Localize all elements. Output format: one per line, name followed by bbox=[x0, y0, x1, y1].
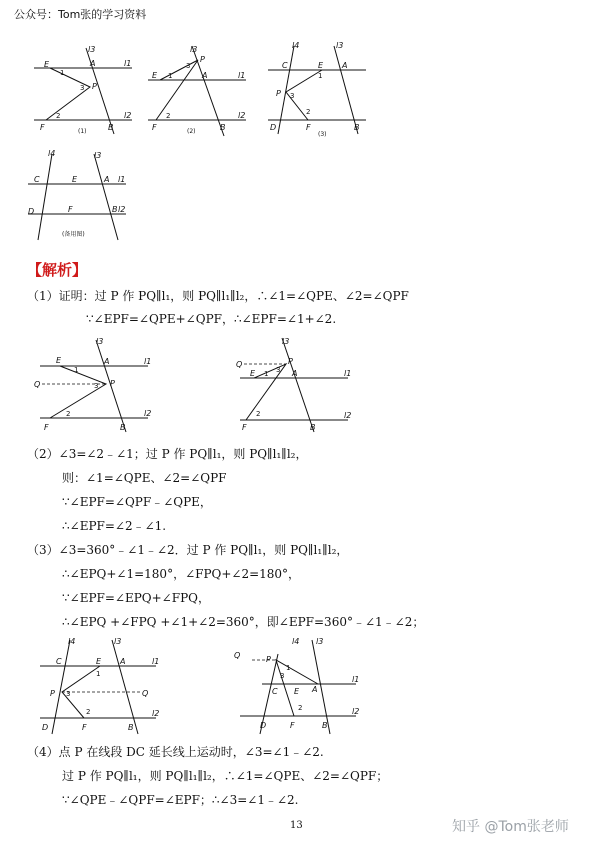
svg-text:3: 3 bbox=[66, 690, 71, 698]
svg-text:Q: Q bbox=[34, 380, 41, 389]
solution-line: ∵∠QPE﹣∠QPF=∠EPF；∴∠3=∠1﹣∠2. bbox=[62, 793, 299, 807]
solution-line: 过 P 作 PQ∥l₁，则 PQ∥l₁∥l₂，∴∠1=∠QPE、∠2=∠QPF； bbox=[62, 769, 389, 783]
solution-line: 则：∠1=∠QPE、∠2=∠QPF bbox=[62, 471, 227, 485]
solution-line: （4）点 P 在线段 DC 延长线上运动时，∠3=∠1﹣∠2. bbox=[27, 745, 324, 759]
svg-text:(2): (2) bbox=[187, 128, 196, 135]
svg-text:B: B bbox=[354, 123, 360, 132]
svg-text:C: C bbox=[282, 61, 288, 70]
svg-text:E: E bbox=[318, 61, 324, 70]
svg-text:F: F bbox=[306, 123, 311, 132]
svg-text:A: A bbox=[202, 71, 208, 80]
svg-text:l1: l1 bbox=[144, 357, 152, 366]
svg-text:A: A bbox=[120, 657, 126, 666]
svg-text:l1: l1 bbox=[118, 175, 126, 184]
solution-line: ∴∠EPQ +∠FPQ +∠1+∠2=360°，即∠EPF=360°﹣∠1﹣∠2； bbox=[62, 615, 425, 629]
svg-text:1: 1 bbox=[168, 72, 173, 80]
svg-text:B: B bbox=[112, 205, 118, 214]
svg-text:F: F bbox=[44, 423, 49, 432]
svg-text:1: 1 bbox=[318, 72, 323, 80]
svg-text:l4: l4 bbox=[292, 637, 300, 646]
svg-text:F: F bbox=[68, 205, 73, 214]
svg-text:F: F bbox=[40, 123, 45, 132]
svg-text:D: D bbox=[42, 723, 49, 732]
solution-line: ∴∠EPQ+∠1=180°，∠FPQ+∠2=180°， bbox=[62, 567, 301, 581]
svg-text:D: D bbox=[270, 123, 277, 132]
svg-text:2: 2 bbox=[86, 708, 91, 716]
svg-text:B: B bbox=[310, 423, 316, 432]
svg-text:l2: l2 bbox=[124, 111, 132, 120]
svg-text:D: D bbox=[28, 207, 35, 216]
svg-text:Q: Q bbox=[236, 360, 243, 369]
svg-text:(1): (1) bbox=[78, 128, 87, 135]
svg-text:l2: l2 bbox=[144, 409, 152, 418]
svg-text:2: 2 bbox=[66, 410, 71, 418]
solution-line: ∵∠EPF=∠QPF﹣∠QPE， bbox=[62, 495, 212, 509]
svg-text:E: E bbox=[72, 175, 78, 184]
svg-text:B: B bbox=[322, 721, 328, 730]
svg-text:B: B bbox=[220, 123, 226, 132]
svg-text:B: B bbox=[108, 123, 114, 132]
solution-line: ∵∠EPF=∠QPE+∠QPF，∴∠EPF=∠1+∠2. bbox=[86, 312, 337, 326]
svg-text:l4: l4 bbox=[292, 41, 300, 50]
svg-text:C: C bbox=[34, 175, 40, 184]
svg-text:P: P bbox=[276, 89, 281, 98]
svg-text:F: F bbox=[290, 721, 295, 730]
svg-text:F: F bbox=[152, 123, 157, 132]
svg-text:A: A bbox=[104, 175, 110, 184]
svg-text:l1: l1 bbox=[152, 657, 160, 666]
svg-text:2: 2 bbox=[56, 112, 61, 120]
svg-text:l2: l2 bbox=[152, 709, 160, 718]
svg-text:3: 3 bbox=[290, 92, 295, 100]
svg-text:l2: l2 bbox=[344, 411, 352, 420]
svg-text:l3: l3 bbox=[96, 337, 104, 346]
svg-text:A: A bbox=[292, 369, 298, 378]
svg-text:Q: Q bbox=[142, 689, 149, 698]
svg-text:F: F bbox=[242, 423, 247, 432]
svg-text:l3: l3 bbox=[336, 41, 344, 50]
solution-line: （3）∠3=360°﹣∠1﹣∠2．过 P 作 PQ∥l₁，则 PQ∥l₁∥l₂， bbox=[27, 543, 349, 557]
svg-text:P: P bbox=[200, 55, 205, 64]
svg-text:l3: l3 bbox=[316, 637, 324, 646]
svg-text:E: E bbox=[56, 356, 62, 365]
figure-1 bbox=[28, 42, 138, 137]
solution-line: ∵∠EPF=∠EPQ+∠FPQ， bbox=[62, 591, 210, 605]
svg-text:l2: l2 bbox=[238, 111, 246, 120]
svg-text:1: 1 bbox=[264, 370, 269, 378]
svg-text:l3: l3 bbox=[94, 151, 102, 160]
svg-text:E: E bbox=[294, 687, 300, 696]
svg-text:l3: l3 bbox=[88, 45, 96, 54]
svg-text:l4: l4 bbox=[68, 637, 76, 646]
svg-text:B: B bbox=[128, 723, 134, 732]
svg-text:E: E bbox=[152, 71, 158, 80]
solution-figure-3 bbox=[30, 636, 170, 736]
svg-text:l1: l1 bbox=[124, 59, 132, 68]
svg-text:B: B bbox=[120, 423, 126, 432]
svg-text:P: P bbox=[288, 357, 293, 366]
svg-text:E: E bbox=[250, 369, 256, 378]
svg-text:P: P bbox=[50, 689, 55, 698]
svg-text:l3: l3 bbox=[114, 637, 122, 646]
solution-line: （1）证明：过 P 作 PQ∥l₁，则 PQ∥l₁∥l₂，∴∠1=∠QPE、∠2=∠QPF bbox=[27, 289, 409, 303]
svg-text:C: C bbox=[272, 687, 278, 696]
svg-text:A: A bbox=[90, 59, 96, 68]
svg-text:2: 2 bbox=[166, 112, 171, 120]
svg-text:l4: l4 bbox=[48, 149, 56, 158]
svg-text:l2: l2 bbox=[352, 707, 360, 716]
svg-text:l1: l1 bbox=[344, 369, 352, 378]
svg-text:E: E bbox=[96, 657, 102, 666]
svg-text:3: 3 bbox=[80, 84, 85, 92]
svg-text:(备用图): (备用图) bbox=[62, 231, 85, 238]
svg-text:2: 2 bbox=[256, 410, 261, 418]
svg-text:1: 1 bbox=[286, 664, 291, 672]
svg-text:3: 3 bbox=[280, 672, 285, 680]
page-header: 公众号：Tom张的学习资料 bbox=[14, 8, 147, 21]
solution-figure-1 bbox=[30, 334, 160, 434]
svg-text:A: A bbox=[312, 685, 318, 694]
figure-backup bbox=[22, 148, 132, 243]
svg-text:Q: Q bbox=[234, 651, 241, 660]
svg-text:2: 2 bbox=[306, 108, 311, 116]
svg-text:3: 3 bbox=[276, 366, 281, 374]
solution-line: （2）∠3=∠2﹣∠1；过 P 作 PQ∥l₁，则 PQ∥l₁∥l₂， bbox=[27, 447, 308, 461]
svg-text:C: C bbox=[56, 657, 62, 666]
svg-text:1: 1 bbox=[60, 69, 65, 77]
svg-text:3: 3 bbox=[94, 382, 99, 390]
svg-text:(3): (3) bbox=[318, 131, 327, 138]
svg-text:l3: l3 bbox=[282, 337, 290, 346]
svg-text:A: A bbox=[104, 357, 110, 366]
svg-text:F: F bbox=[82, 723, 87, 732]
section-title: 【解析】 bbox=[27, 261, 88, 279]
svg-text:P: P bbox=[110, 379, 115, 388]
svg-text:D: D bbox=[260, 721, 267, 730]
svg-text:l1: l1 bbox=[238, 71, 246, 80]
svg-text:2: 2 bbox=[298, 704, 303, 712]
figure-3 bbox=[262, 40, 372, 140]
solution-line: ∴∠EPF=∠2﹣∠1. bbox=[62, 519, 167, 533]
svg-text:A: A bbox=[342, 61, 348, 70]
svg-text:l2: l2 bbox=[118, 205, 126, 214]
svg-text:3: 3 bbox=[186, 62, 191, 70]
watermark: 知乎 @Tom张老师 bbox=[452, 819, 569, 835]
figure-2 bbox=[142, 42, 252, 137]
svg-text:l1: l1 bbox=[352, 675, 360, 684]
solution-figure-2 bbox=[230, 334, 360, 434]
svg-text:l3: l3 bbox=[190, 45, 198, 54]
svg-text:1: 1 bbox=[96, 670, 101, 678]
page-number: 13 bbox=[290, 820, 303, 831]
solution-figure-4 bbox=[232, 636, 362, 736]
svg-text:P: P bbox=[92, 82, 97, 91]
svg-text:P: P bbox=[266, 655, 271, 664]
svg-text:E: E bbox=[44, 60, 50, 69]
svg-text:1: 1 bbox=[74, 366, 79, 374]
